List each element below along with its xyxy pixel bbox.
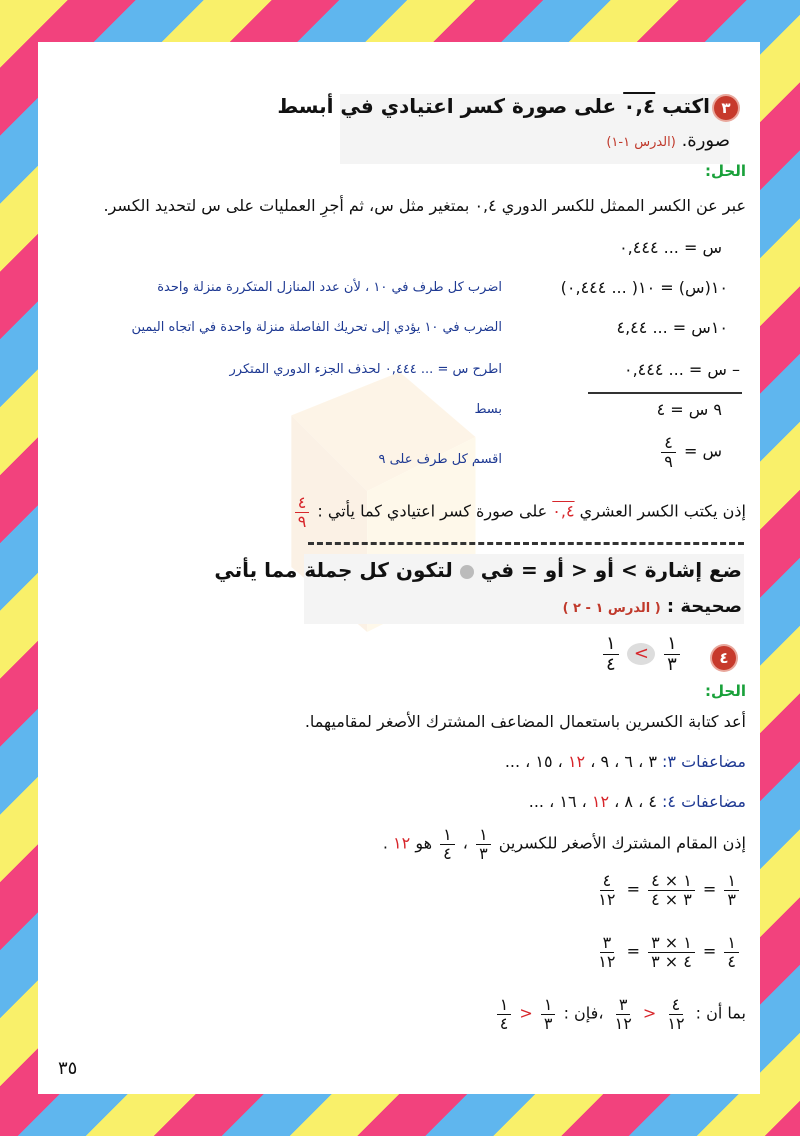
blank-circle-icon [460, 565, 474, 579]
lcd-fraction-2: $\frac{١}{٤}$ [440, 826, 455, 862]
q4-right-fraction: $\frac{١}{٣}$ [664, 634, 680, 675]
q4-intro: أعد كتابة الكسرين باستعمال المضاعف المشترك الأصغر لمقاميهما. [304, 712, 746, 731]
page-number: ٣٥ [58, 1058, 78, 1079]
q3-conclusion: إذن يكتب الكسر العشري ٠,٤ على صورة كسر اعتيادي كما يأتي : $\frac{٤}{٩}$ [292, 494, 746, 530]
q4-comparison [600, 634, 683, 675]
subtraction-line [588, 392, 742, 394]
q3-step-5-note: بسط [474, 402, 502, 417]
q4-sign: < [627, 643, 655, 665]
q3-step-3-math: ١٠س = ... ٤,٤٤ [616, 318, 728, 337]
q3-solution-label: الحل: [705, 162, 746, 180]
q3-step-2-note: اضرب كل طرف في ١٠ ، لأن عدد المنازل المتكررة منزلة واحدة [157, 280, 502, 295]
q3-step-1-math: س = ... ٠,٤٤٤ [619, 238, 722, 257]
q3-step-6-math: س = $\frac{٤}{٩}$ [658, 434, 722, 470]
q3-title: اكتب ٠,٤ على صورة كسر اعتيادي في أبسط [277, 94, 710, 118]
q4-multiples-4: مضاعفات ٤: ٤ ، ٨ ، ١٢ ، ١٦ ، ... [528, 792, 746, 811]
q3-step-4-note: اطرح س = ... ٠,٤٤٤ لحذف الجزء الدوري المتكرر [229, 362, 502, 377]
q4-multiples-3: مضاعفات ٣: ٣ ، ٦ ، ٩ ، ١٢ ، ١٥ ، ... [504, 752, 746, 771]
page [38, 42, 760, 1094]
q3-step-2-math: ١٠(س) = ١٠( ... ٠,٤٤٤) [560, 278, 728, 297]
q4-equation-2: $\frac{١}{٤}$ = $\frac{١ \times ٣}{٤ \times ٣}$ = $\frac{٣}{١٢}$ [592, 934, 742, 970]
q3-intro: عبر عن الكسر الممثل للكسر الدوري ٠,٤ بمتغير مثل س، ثم أجرِ العمليات على س لتحديد الكسر. [103, 196, 746, 215]
q3-title-line2: صورة. (الدرس ١-١) [606, 130, 730, 151]
section2-title-line2: صحيحة : ( الدرس ١ - ٢ ) [562, 596, 742, 617]
q3-number-badge: ٣ [714, 96, 738, 120]
q3-step-5-math: ٩ س = ٤ [656, 400, 722, 419]
lcd-fraction-1: $\frac{١}{٣}$ [476, 826, 491, 862]
q3-step-6-note: اقسم كل طرف على ٩ [378, 452, 502, 467]
q3-step-6-fraction: $\frac{٤}{٩}$ [661, 434, 676, 470]
section-divider [308, 542, 744, 545]
q4-final-statement: بما أن : $\frac{٤}{١٢}$ < $\frac{٣}{١٢}$ ،فإن : $\frac{١}{٣}$ < $\frac{١}{٤}$ [494, 996, 746, 1032]
q4-solution-label: الحل: [705, 682, 746, 700]
section2-title: ضع إشارة > أو < أو = في لتكون كل جملة مما يأتي [214, 558, 742, 582]
q3-step-4-math: – س = ... ٠,٤٤٤ [623, 360, 740, 379]
q4-left-fraction: $\frac{١}{٤}$ [603, 634, 619, 675]
q3-result-fraction: $\frac{٤}{٩}$ [295, 494, 310, 530]
q4-equation-1: $\frac{١}{٣}$ = $\frac{١ \times ٤}{٣ \times ٤}$ = $\frac{٤}{١٢}$ [592, 872, 742, 908]
q4-lcd-statement: إذن المقام المشترك الأصغر للكسرين $\frac{١}{٣}$ ، $\frac{١}{٤}$ هو ١٢ . [382, 825, 746, 863]
q4-number-badge: ٤ [712, 646, 736, 670]
q3-step-3-note: الضرب في ١٠ يؤدي إلى تحريك الفاصلة منزلة واحدة في اتجاه اليمين [131, 320, 502, 335]
